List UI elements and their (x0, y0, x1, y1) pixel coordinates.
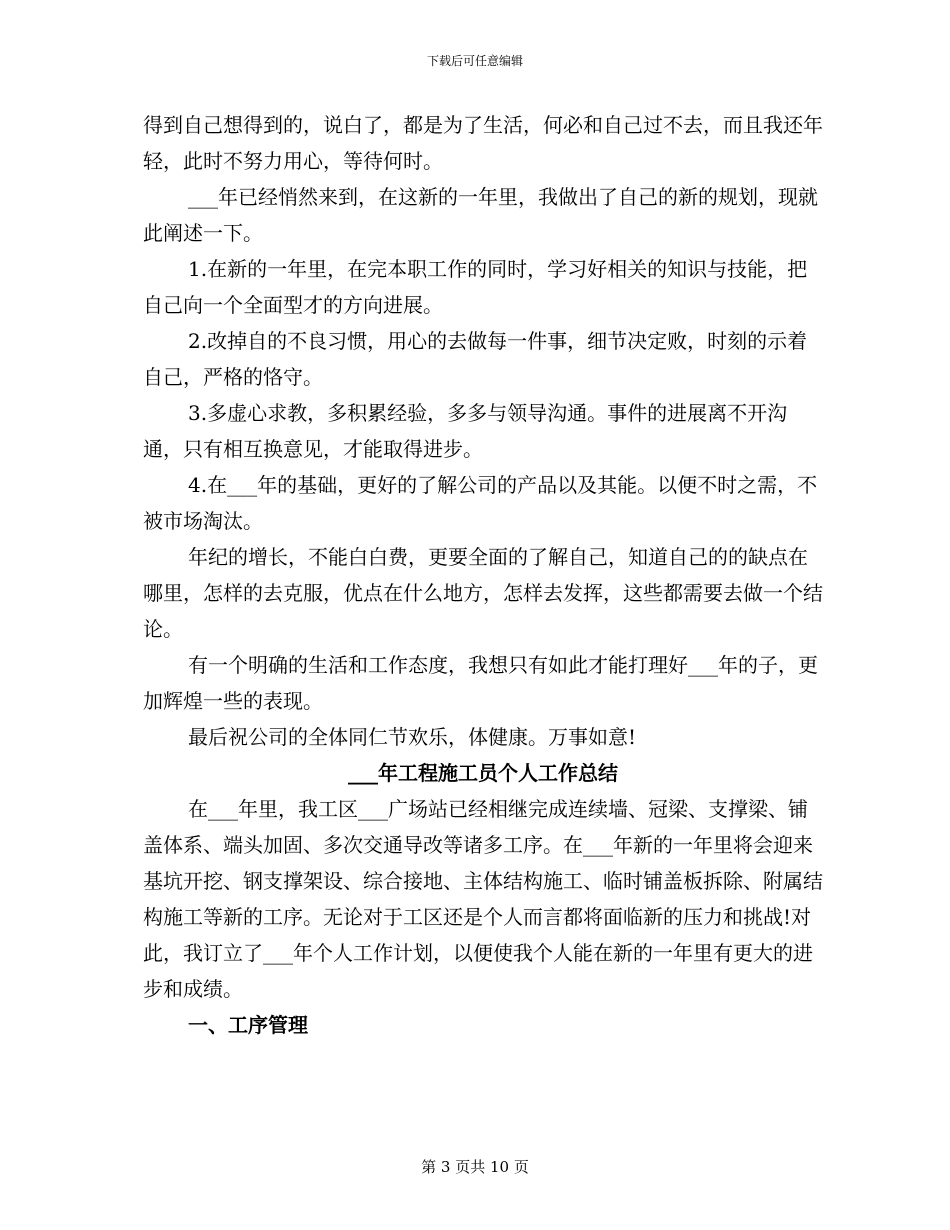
section-heading: 一、工序管理 (188, 1013, 308, 1037)
paragraph: 年纪的增长，不能白白费，更要全面的了解自己，知道自己的的缺点在哪里，怎样的去克服，优点在什么地方，怎样去发挥，这些都需要去做一个结论。 (143, 545, 823, 641)
paragraph: 最后祝公司的全体同仁节欢乐，体健康。万事如意! (188, 725, 637, 749)
document-body (143, 107, 823, 1043)
list-item: 1.在新的一年里，在完本职工作的同时，学习好相关的知识与技能，把自己向一个全面型才的方向进展。 (143, 257, 808, 317)
paragraph: 在___年里，我工区___广场站已经相继完成连续墙、冠梁、支撑梁、铺盖体系、端头加固、多次交通导改等诸多工序。在___年新的一年里将会迎来基坑开挖、钢支撑架设、综合接地、主体结构施工、临时铺盖板拆除、附属结构施工等新的工序。无论对于工区还是个人而言都将面临新的压力和挑战!对此，我订立了___年个人工作计划，以便使我个人能在新的一年里有更大的进步和成绩。 (143, 797, 823, 1001)
list-item: 4.在___年的基础，更好的了解公司的产品以及其能。以便不时之需，不被市场淘汰。 (143, 473, 818, 533)
section-title: ___年工程施工员个人工作总结 (348, 761, 618, 785)
list-item: 3.多虚心求教，多积累经验，多多与领导沟通。事件的进展离不开沟通，只有相互换意见，才能取得进步。 (143, 401, 788, 461)
paragraph: 有一个明确的生活和工作态度，我想只有如此才能打理好___年的子，更加辉煌一些的表现。 (143, 653, 818, 713)
list-item: 2.改掉自的不良习惯，用心的去做每一件事，细节决定败，时刻的示着自己，严格的恪守。 (143, 329, 808, 389)
page-footer: 第 3 页共 10 页 (421, 1158, 529, 1176)
page-header: 下载后可任意编辑 (426, 54, 523, 68)
paragraph: 得到自己想得到的，说白了，都是为了生活，何必和自己过不去，而且我还年轻，此时不努力用心，等待何时。 (143, 113, 823, 173)
paragraph: ___年已经悄然来到，在这新的一年里，我做出了自己的新的规划，现就此阐述一下。 (143, 185, 818, 245)
